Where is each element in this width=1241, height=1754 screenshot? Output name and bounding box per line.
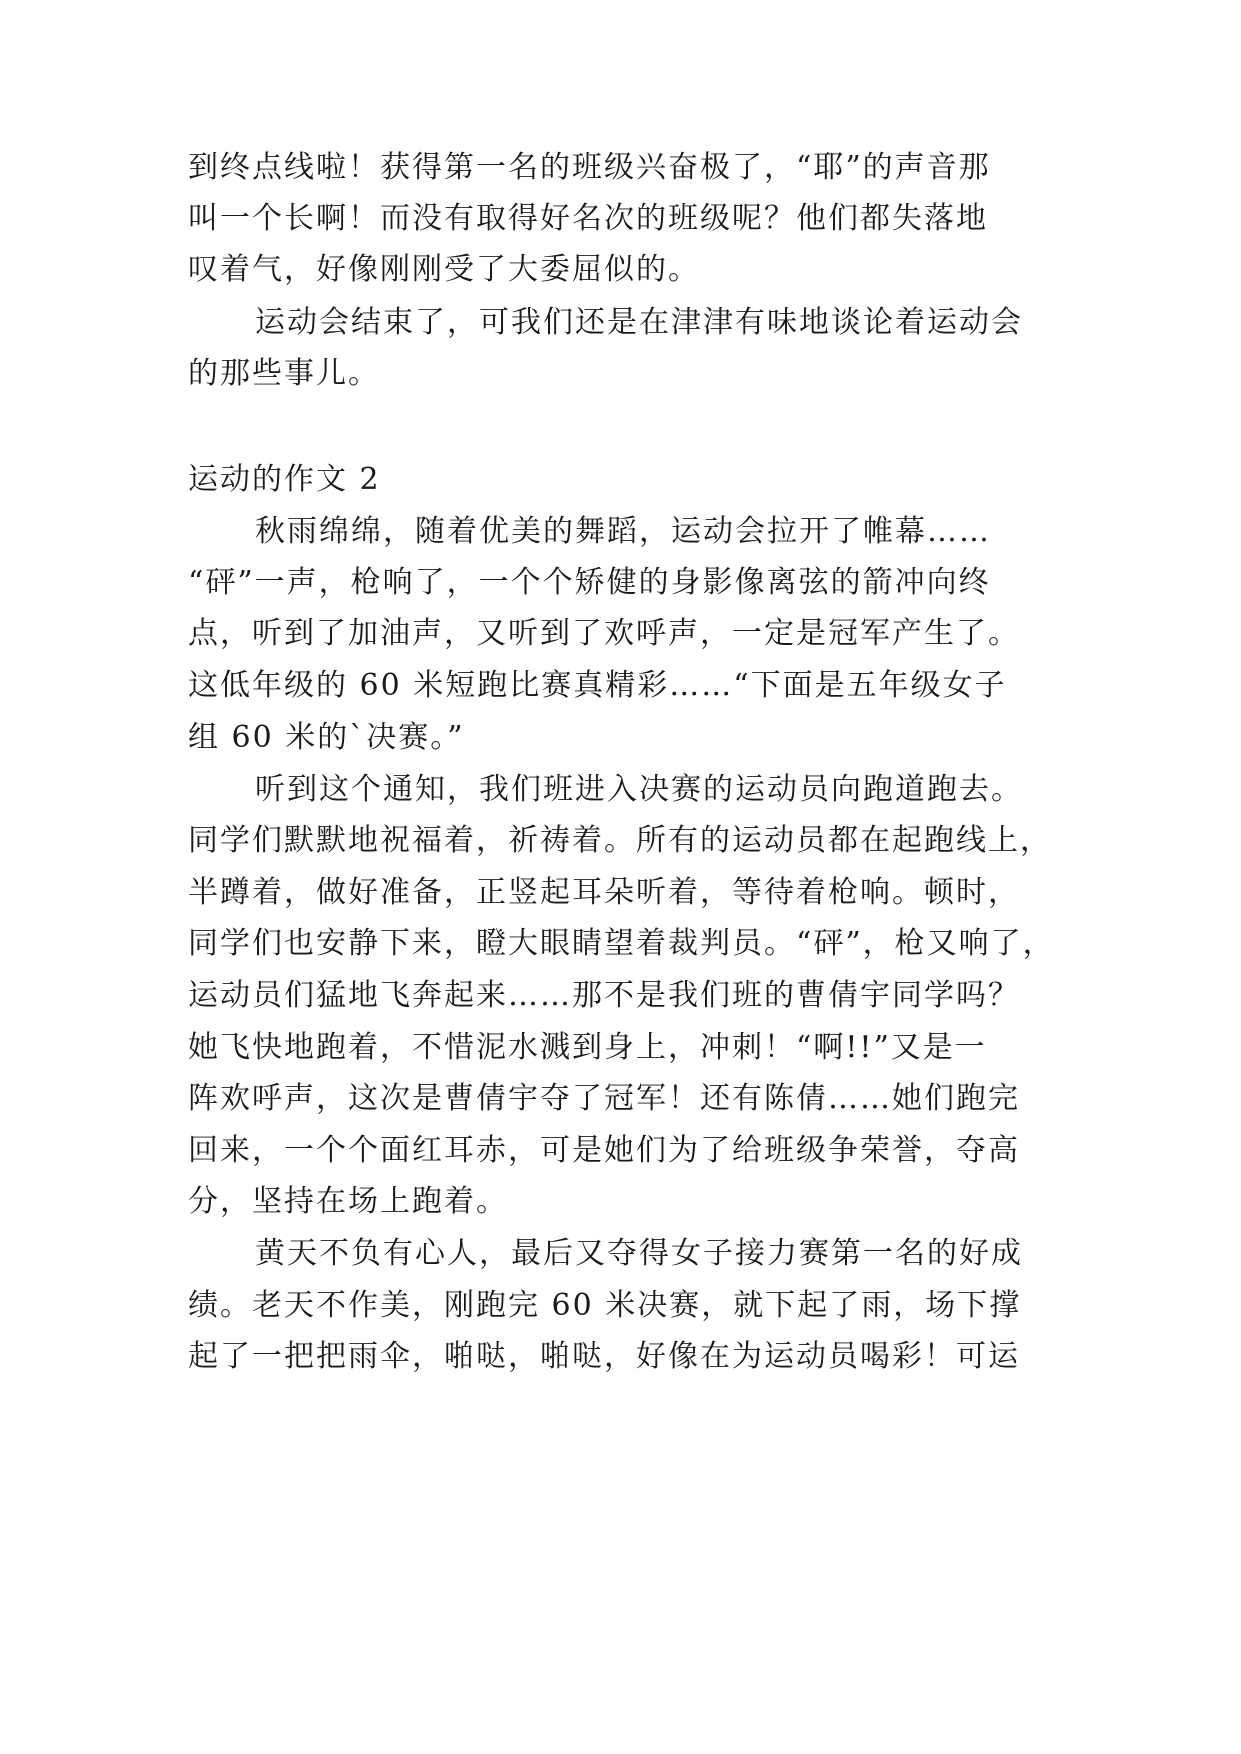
text-line: 叫一个长啊！而没有取得好名次的班级呢？他们都失落地: [188, 201, 988, 236]
section-title: 运动的作文 2: [188, 462, 381, 497]
text-line: 同学们默默地祝福着，祈祷着。所有的运动员都在起跑线上，: [188, 823, 1052, 858]
text-line: 运动员们猛地飞奔起来……那不是我们班的曹倩宇同学吗？: [188, 978, 1020, 1013]
text-line: 叹着气，好像刚刚受了大委屈似的。: [188, 252, 700, 287]
text-line: 到终点线啦！获得第一名的班级兴奋极了，“耶”的声音那: [188, 150, 991, 185]
text-line: 分，坚持在场上跑着。: [188, 1184, 508, 1219]
paragraph-start-line: 运动会结束了，可我们还是在津津有味地谈论着运动会: [255, 305, 1023, 340]
text-line: “砰”一声，枪响了，一个个矫健的身影像离弦的箭冲向终: [188, 565, 991, 600]
text-line: 半蹲着，做好准备，正竖起耳朵听着，等待着枪响。顿时，: [188, 875, 1020, 910]
text-line: 绩。老天不作美，刚跑完 60 米决赛，就下起了雨，场下撑: [188, 1288, 1022, 1323]
paragraph-start-line: 黄天不负有心人，最后又夺得女子接力赛第一名的好成: [255, 1236, 1023, 1271]
text-line: 的那些事儿。: [188, 356, 380, 391]
text-line: 她飞快地跑着，不惜泥水溅到身上，冲刺！“啊!!”又是一: [188, 1030, 987, 1065]
text-line: 组 60 米的`决赛。”: [188, 720, 465, 755]
paragraph-start-line: 秋雨绵绵，随着优美的舞蹈，运动会拉开了帷幕……: [255, 514, 991, 549]
text-line: 点，听到了加油声，又听到了欢呼声，一定是冠军产生了。: [188, 616, 1020, 651]
text-line: 起了一把把雨伞，啪哒，啪哒，好像在为运动员喝彩！可运: [188, 1339, 1020, 1374]
text-line: 同学们也安静下来，瞪大眼睛望着裁判员。“砰”，枪又响了，: [188, 926, 1055, 961]
text-line: 回来，一个个面红耳赤，可是她们为了给班级争荣誉，夺高: [188, 1133, 1020, 1168]
text-line: 这低年级的 60 米短跑比赛真精彩……“下面是五年级女子: [188, 668, 1007, 703]
paragraph-start-line: 听到这个通知，我们班进入决赛的运动员向跑道跑去。: [255, 772, 1023, 807]
text-line: 阵欢呼声，这次是曹倩宇夺了冠军！还有陈倩……她们跑完: [188, 1081, 1020, 1116]
